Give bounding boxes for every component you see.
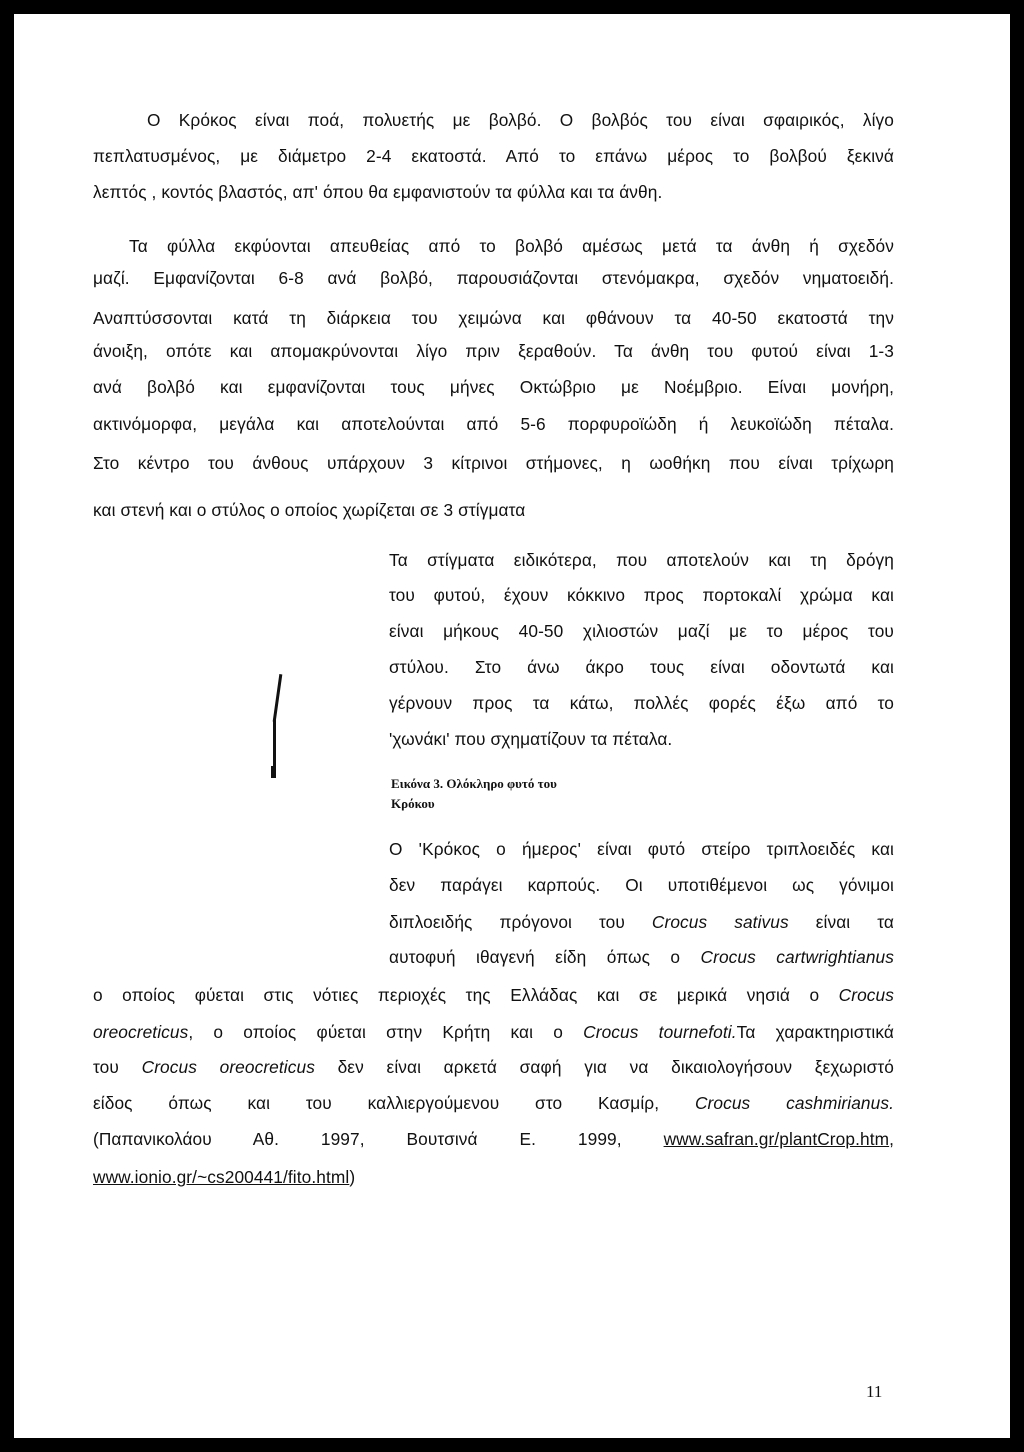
- references-close-paren: ): [349, 1167, 356, 1187]
- paragraph4-line3-text: διπλοειδής πρόγονοι του: [389, 912, 652, 932]
- species-crocus-cartwrightianus: Crocus cartwrightianus: [700, 947, 894, 967]
- species-oreocreticus: oreocreticus: [93, 1022, 189, 1042]
- paragraph4-line5: [93, 985, 894, 1005]
- paragraph4-line1: Ο 'Κρόκος ο ήμερος' είναι φυτό στείρο τριπλοειδές και: [389, 839, 894, 859]
- paragraph4-line4: [389, 947, 894, 967]
- paragraph2-line2: μαζί. Εμφανίζονται 6-8 ανά βολβό, παρουσιάζονται στενόμακρα, σχεδόν νηματοειδή.: [93, 268, 894, 288]
- paragraph3-line6: 'χωνάκι' που σχηματίζουν τα πέταλα.: [389, 729, 673, 749]
- paragraph4-line10: [93, 1167, 355, 1187]
- paragraph2-line7: Στο κέντρο του άνθους υπάρχουν 3 κίτρινοι στήμονες, η ωοθήκη που είναι τρίχωρη: [93, 453, 894, 473]
- paragraph4-line8-text: είδος όπως και του καλλιεργούμενου στο Κασμίρ,: [93, 1093, 695, 1113]
- paragraph4-line3: [389, 912, 894, 932]
- plant-stem-top: [273, 674, 283, 722]
- document-page: [14, 14, 1010, 1438]
- paragraph4-line8: [93, 1093, 894, 1113]
- link-safran[interactable]: www.safran.gr/plantCrop.htm: [663, 1129, 890, 1149]
- paragraph4-line7-text: δεν είναι αρκετά σαφή για να δικαιολογήσουν ξεχωριστό: [314, 1057, 894, 1077]
- paragraph3-line5: γέρνουν προς τα κάτω, πολλές φορές έξω από το: [389, 693, 894, 713]
- link-ionio[interactable]: www.ionio.gr/~cs200441/fito.html: [93, 1167, 350, 1187]
- paragraph4-line2: δεν παράγει καρπούς. Οι υποτιθέμενοι ως γόνιμοι: [389, 875, 894, 895]
- paragraph3-line3: είναι μήκους 40-50 χιλιοστών μαζί με το μέρος του: [389, 621, 894, 641]
- paragraph2-line4: άνοιξη, οπότε και απομακρύνονται λίγο πριν ξεραθούν. Τα άνθη του φυτού είναι 1-3: [93, 341, 894, 361]
- paragraph1-line2: πεπλατυσμένος, με διάμετρο 2-4 εκατοστά. Από το επάνω μέρος το βολβού ξεκινά: [93, 146, 894, 166]
- paragraph3-line2: του φυτού, έχουν κόκκινο προς πορτοκαλί χρώμα και: [389, 585, 894, 605]
- references-text: (Παπανικολάου Αθ. 1997, Βουτσινά Ε. 1999,: [93, 1129, 664, 1149]
- paragraph4-line9: [93, 1129, 894, 1149]
- paragraph4-line6-text: , ο οποίος φύεται στην Κρήτη και ο: [188, 1022, 584, 1042]
- species-crocus-cashmirianus: Crocus cashmirianus.: [694, 1093, 894, 1113]
- paragraph4-line6-end: Τα χαρακτηριστικά: [736, 1022, 894, 1042]
- species-crocus-sativus: Crocus sativus: [651, 912, 789, 932]
- species-crocus-oreocreticus: Crocus oreocreticus: [141, 1057, 315, 1077]
- paragraph2-line3: Αναπτύσσονται κατά τη διάρκεια του χειμώνα και φθάνουν τα 40-50 εκατοστά την: [93, 308, 894, 328]
- paragraph4-line5-text: ο οποίος φύεται στις νότιες περιοχές της Ελλάδας και σε μερικά νησιά ο: [93, 985, 839, 1005]
- plant-bulb: [271, 766, 276, 778]
- paragraph3-line4: στύλου. Στο άνω άκρο τους είναι οδοντωτά και: [389, 657, 894, 677]
- figure-caption-line2: Κρόκου: [391, 796, 435, 811]
- species-crocus-word: Crocus: [838, 985, 894, 1005]
- paragraph2-line5: ανά βολβό και εμφανίζονται τους μήνες Οκτώβριο με Νοέμβριο. Είναι μονήρη,: [93, 377, 894, 397]
- paragraph4-line7: [93, 1057, 894, 1077]
- paragraph4-line7-start: του: [93, 1057, 142, 1077]
- paragraph4-line3-end: είναι τα: [788, 912, 894, 932]
- paragraph1-line1: Ο Κρόκος είναι ποά, πολυετής με βολβό. Ο βολβός του είναι σφαιρικός, λίγο: [147, 110, 894, 130]
- plant-stem-bottom: [273, 720, 276, 772]
- paragraph4-line6: [93, 1022, 894, 1042]
- paragraph2-line6: ακτινόμορφα, μεγάλα και αποτελούνται από 5-6 πορφυροϊώδη ή λευκοϊώδη πέταλα.: [93, 414, 894, 434]
- paragraph1-line3: λεπτός , κοντός βλαστός, απ' όπου θα εμφανιστούν τα φύλλα και τα άνθη.: [93, 182, 663, 202]
- paragraph4-line4-text: αυτοφυή ιθαγενή είδη όπως ο: [389, 947, 701, 967]
- references-comma: ,: [889, 1129, 894, 1149]
- paragraph2-line1: Τα φύλλα εκφύονται απευθείας από το βολβό αμέσως μετά τα άνθη ή σχεδόν: [129, 236, 894, 256]
- paragraph3-line1: Τα στίγματα ειδικότερα, που αποτελούν και τη δρόγη: [389, 550, 894, 570]
- page-number: 11: [866, 1382, 883, 1401]
- paragraph2-line8: και στενή και ο στύλος ο οποίος χωρίζεται σε 3 στίγματα: [93, 500, 526, 520]
- figure-caption-line1: Εικόνα 3. Ολόκληρο φυτό του: [391, 776, 557, 791]
- species-crocus-tournefoti: Crocus tournefoti.: [583, 1022, 737, 1042]
